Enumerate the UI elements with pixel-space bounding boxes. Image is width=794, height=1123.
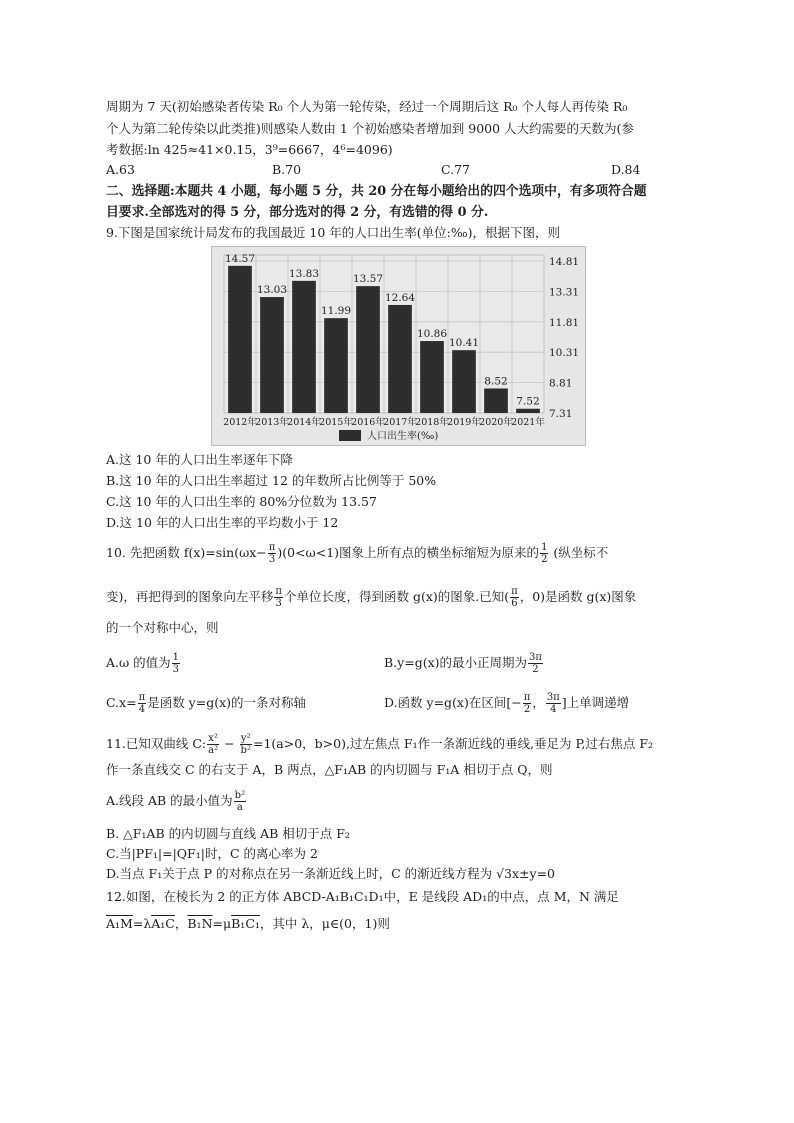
q10-text-5: 个单位长度，得到函数 g(x)的图象.已知(	[283, 589, 510, 604]
q11-option-a-text: A.线段 AB 的最小值为	[106, 793, 233, 808]
q10-text-6: ，0)是函数 g(x)图象	[519, 589, 637, 604]
q9-option-d: D.这 10 年的人口出生率的平均数小于 12	[106, 515, 339, 530]
frac-den: 2	[523, 704, 531, 715]
q10-fraction-3pi-4	[546, 692, 561, 715]
frac-den: 6	[511, 598, 518, 609]
q11-fraction-b2-a	[234, 790, 246, 813]
data-label: 11.99	[320, 305, 352, 318]
y-tick-label: 10.31	[549, 347, 580, 360]
frac-den: a²	[208, 745, 219, 756]
bar	[228, 266, 252, 413]
q10-option-a	[106, 652, 181, 675]
q8-text-line-2: 个人为第二轮传染以此类推)则感染人数由 1 个初始感染者增加到 9000 人大约需要的天数为(参	[106, 121, 634, 136]
bar	[324, 318, 348, 413]
data-label: 14.57	[224, 252, 256, 265]
q11-text-2: =1(a>0，b>0),过左焦点 F₁作一条渐近线的垂线,垂足为 P,过右焦点 F₂	[252, 736, 654, 751]
q11-fraction-y2-b2	[240, 733, 252, 756]
x-tick-label: 2017年	[383, 417, 417, 428]
data-label: 10.41	[448, 337, 480, 350]
frac-den: 4	[138, 704, 146, 715]
frac-den: 2	[541, 554, 548, 565]
frac-num: π	[138, 692, 146, 703]
frac-den: b²	[240, 745, 251, 756]
bar	[516, 409, 540, 413]
y-tick-label: 14.81	[549, 256, 580, 268]
frac-num: x²	[208, 733, 218, 744]
frac-num: 1	[172, 652, 180, 663]
q9-stem: 9.下图是国家统计局发布的我国最近 10 年的人口出生率(单位:‰)，根据下图，则	[106, 225, 561, 240]
y-tick-label: 8.81	[549, 377, 573, 390]
vector-b1c1: B₁C₁	[231, 916, 260, 931]
q9-option-b: B.这 10 年的人口出生率超过 12 的年数所占比例等于 50%	[106, 473, 437, 488]
q10-option-a-text: A.ω 的值为	[106, 655, 171, 670]
vector-a1c: A₁C	[151, 916, 175, 931]
q12-eq-2: =μ	[212, 916, 232, 931]
vector-a1m: A₁M	[106, 916, 133, 931]
q8-option-a: A.63	[106, 162, 135, 177]
q10-text-1: 10. 先把函数 f(x)=sin(ωx−	[106, 545, 267, 560]
q10-stem-line-1	[106, 542, 608, 565]
data-label: 10.86	[416, 328, 448, 341]
y-tick-label: 13.31	[549, 286, 580, 299]
birth-rate-chart-svg	[212, 247, 585, 445]
x-tick-label: 2013年	[255, 417, 289, 428]
q11-option-c: C.当|PF₁|=|QF₁|时，C 的离心率为 2	[106, 846, 318, 861]
q9-option-a: A.这 10 年的人口出生率逐年下降	[106, 452, 293, 467]
q11-fraction-x2-a2	[207, 733, 219, 756]
q10-option-b	[384, 652, 544, 675]
x-tick-label: 2019年	[447, 417, 481, 428]
q10-fraction-1-3	[172, 652, 180, 675]
q10-option-d-comma: ，	[532, 695, 545, 710]
data-label: 7.52	[516, 395, 540, 408]
x-tick-label: 2015年	[319, 417, 353, 428]
q10-option-d-text: D.函数 y=g(x)在区间[−	[384, 695, 522, 710]
q12-tail: ，其中 λ，μ∈(0，1)则	[259, 916, 390, 931]
x-tick-label: 2018年	[415, 417, 449, 428]
y-tick-label: 11.81	[549, 316, 580, 329]
frac-num: 1	[541, 542, 548, 553]
legend-swatch	[339, 430, 361, 441]
frac-den: 3	[172, 664, 180, 675]
q10-fraction-3pi-2	[528, 652, 543, 675]
q8-text-line-1: 周期为 7 天(初始感染者传染 R₀ 个人为第一轮传染，经过一个周期后这 R₀ 个人每人再传染 R₀	[106, 99, 628, 114]
frac-num: π	[275, 586, 282, 597]
x-tick-label: 2012年	[223, 417, 257, 428]
q10-stem-line-2	[106, 586, 636, 609]
bar	[452, 350, 476, 413]
q10-text-4: 变)，再把得到的图象向左平移	[106, 589, 274, 604]
q8-option-b: B.70	[272, 162, 302, 177]
legend-label: 人口出生率(‰)	[367, 431, 439, 442]
bar	[292, 281, 316, 413]
q12-stem-line-1: 12.如图，在棱长为 2 的正方体 ABCD-A₁B₁C₁D₁中，E 是线段 AD₁的中点，点 M，N 满足	[106, 889, 619, 904]
frac-den: 2	[532, 664, 539, 675]
q10-text-3: (纵坐标不	[549, 545, 609, 560]
q10-fraction-pi-2	[523, 692, 532, 715]
bar	[484, 388, 508, 413]
q12-sep: ，	[174, 916, 188, 931]
frac-num: π	[268, 542, 276, 553]
q8-option-d: D.84	[611, 162, 641, 177]
frac-num: y²	[240, 733, 251, 744]
frac-den: 3	[268, 554, 276, 565]
q10-option-d	[384, 692, 629, 715]
q10-option-c-text: C.x=	[106, 695, 137, 710]
q9-option-c: C.这 10 年的人口出生率的 80%分位数为 13.57	[106, 494, 377, 509]
q10-stem-line-3: 的一个对称中心，则	[106, 620, 219, 635]
y-tick-label: 7.31	[549, 408, 573, 420]
vector-b1n: B₁N	[187, 916, 213, 931]
bar	[420, 341, 444, 413]
frac-den: a	[236, 802, 243, 813]
frac-den: 4	[550, 704, 557, 715]
data-label: 13.57	[352, 273, 384, 286]
birth-rate-chart	[211, 246, 586, 446]
frac-num: π	[523, 692, 531, 703]
data-label: 12.64	[384, 291, 416, 304]
frac-num: b²	[234, 790, 246, 801]
q8-option-c: C.77	[441, 162, 470, 177]
q10-fraction-1-2	[540, 542, 548, 565]
q12-stem-line-2	[106, 916, 390, 932]
bar	[356, 286, 380, 413]
q10-option-d-text-2: ]上单调递增	[561, 695, 630, 710]
q10-fraction-pi-3b	[274, 586, 283, 609]
q10-fraction-pi-6	[510, 586, 519, 609]
q10-fraction-pi-3	[268, 542, 277, 565]
section-2-heading-line-1: 二、选择题:本题共 4 小题，每小题 5 分，共 20 分在每小题给出的四个选项中，有多项符合题	[106, 184, 647, 199]
q11-option-a	[106, 790, 247, 813]
x-tick-label: 2020年	[479, 417, 513, 428]
q11-text-1: 11.已知双曲线 C:	[106, 736, 207, 751]
data-label: 13.83	[288, 267, 320, 280]
q10-text-2: )(0<ω<1)图象上所有点的横坐标缩短为原来的	[277, 545, 540, 560]
q8-text-line-3: 考数据:ln 425≈41×0.15，3⁹=6667，4⁶=4096)	[106, 142, 393, 157]
x-tick-label: 2016年	[351, 417, 385, 428]
q12-eq-1: =λ	[132, 916, 152, 931]
x-tick-label: 2021年	[511, 417, 545, 428]
bar	[260, 297, 284, 413]
data-label: 8.52	[484, 375, 508, 388]
q11-option-d: D.当点 F₁关于点 P 的对称点在另一条渐近线上时，C 的渐近线方程为 √3x±y=0	[106, 866, 556, 881]
q11-stem-line-2: 作一条直线交 C 的右支于 A，B 两点，△F₁AB 的内切圆与 F₁A 相切于点 Q，则	[106, 762, 553, 777]
frac-num: 3π	[546, 692, 560, 703]
data-label: 13.03	[256, 284, 288, 297]
frac-den: 3	[275, 598, 282, 609]
frac-num: 3π	[529, 652, 542, 663]
bar	[388, 305, 412, 413]
x-tick-label: 2014年	[287, 417, 321, 428]
q10-option-c-text-2: 是函数 y=g(x)的一条对称轴	[147, 695, 307, 710]
q10-option-b-text: B.y=g(x)的最小正周期为	[384, 655, 527, 670]
q11-option-b: B. △F₁AB 的内切圆与直线 AB 相切于点 F₂	[106, 826, 350, 841]
frac-num: π	[511, 586, 518, 597]
q11-minus: −	[220, 736, 239, 751]
q10-option-c	[106, 692, 306, 715]
section-2-heading-line-2: 目要求.全部选对的得 5 分，部分选对的得 2 分，有选错的得 0 分.	[106, 205, 489, 220]
q10-fraction-pi-4	[138, 692, 147, 715]
q11-stem-line-1	[106, 733, 653, 756]
